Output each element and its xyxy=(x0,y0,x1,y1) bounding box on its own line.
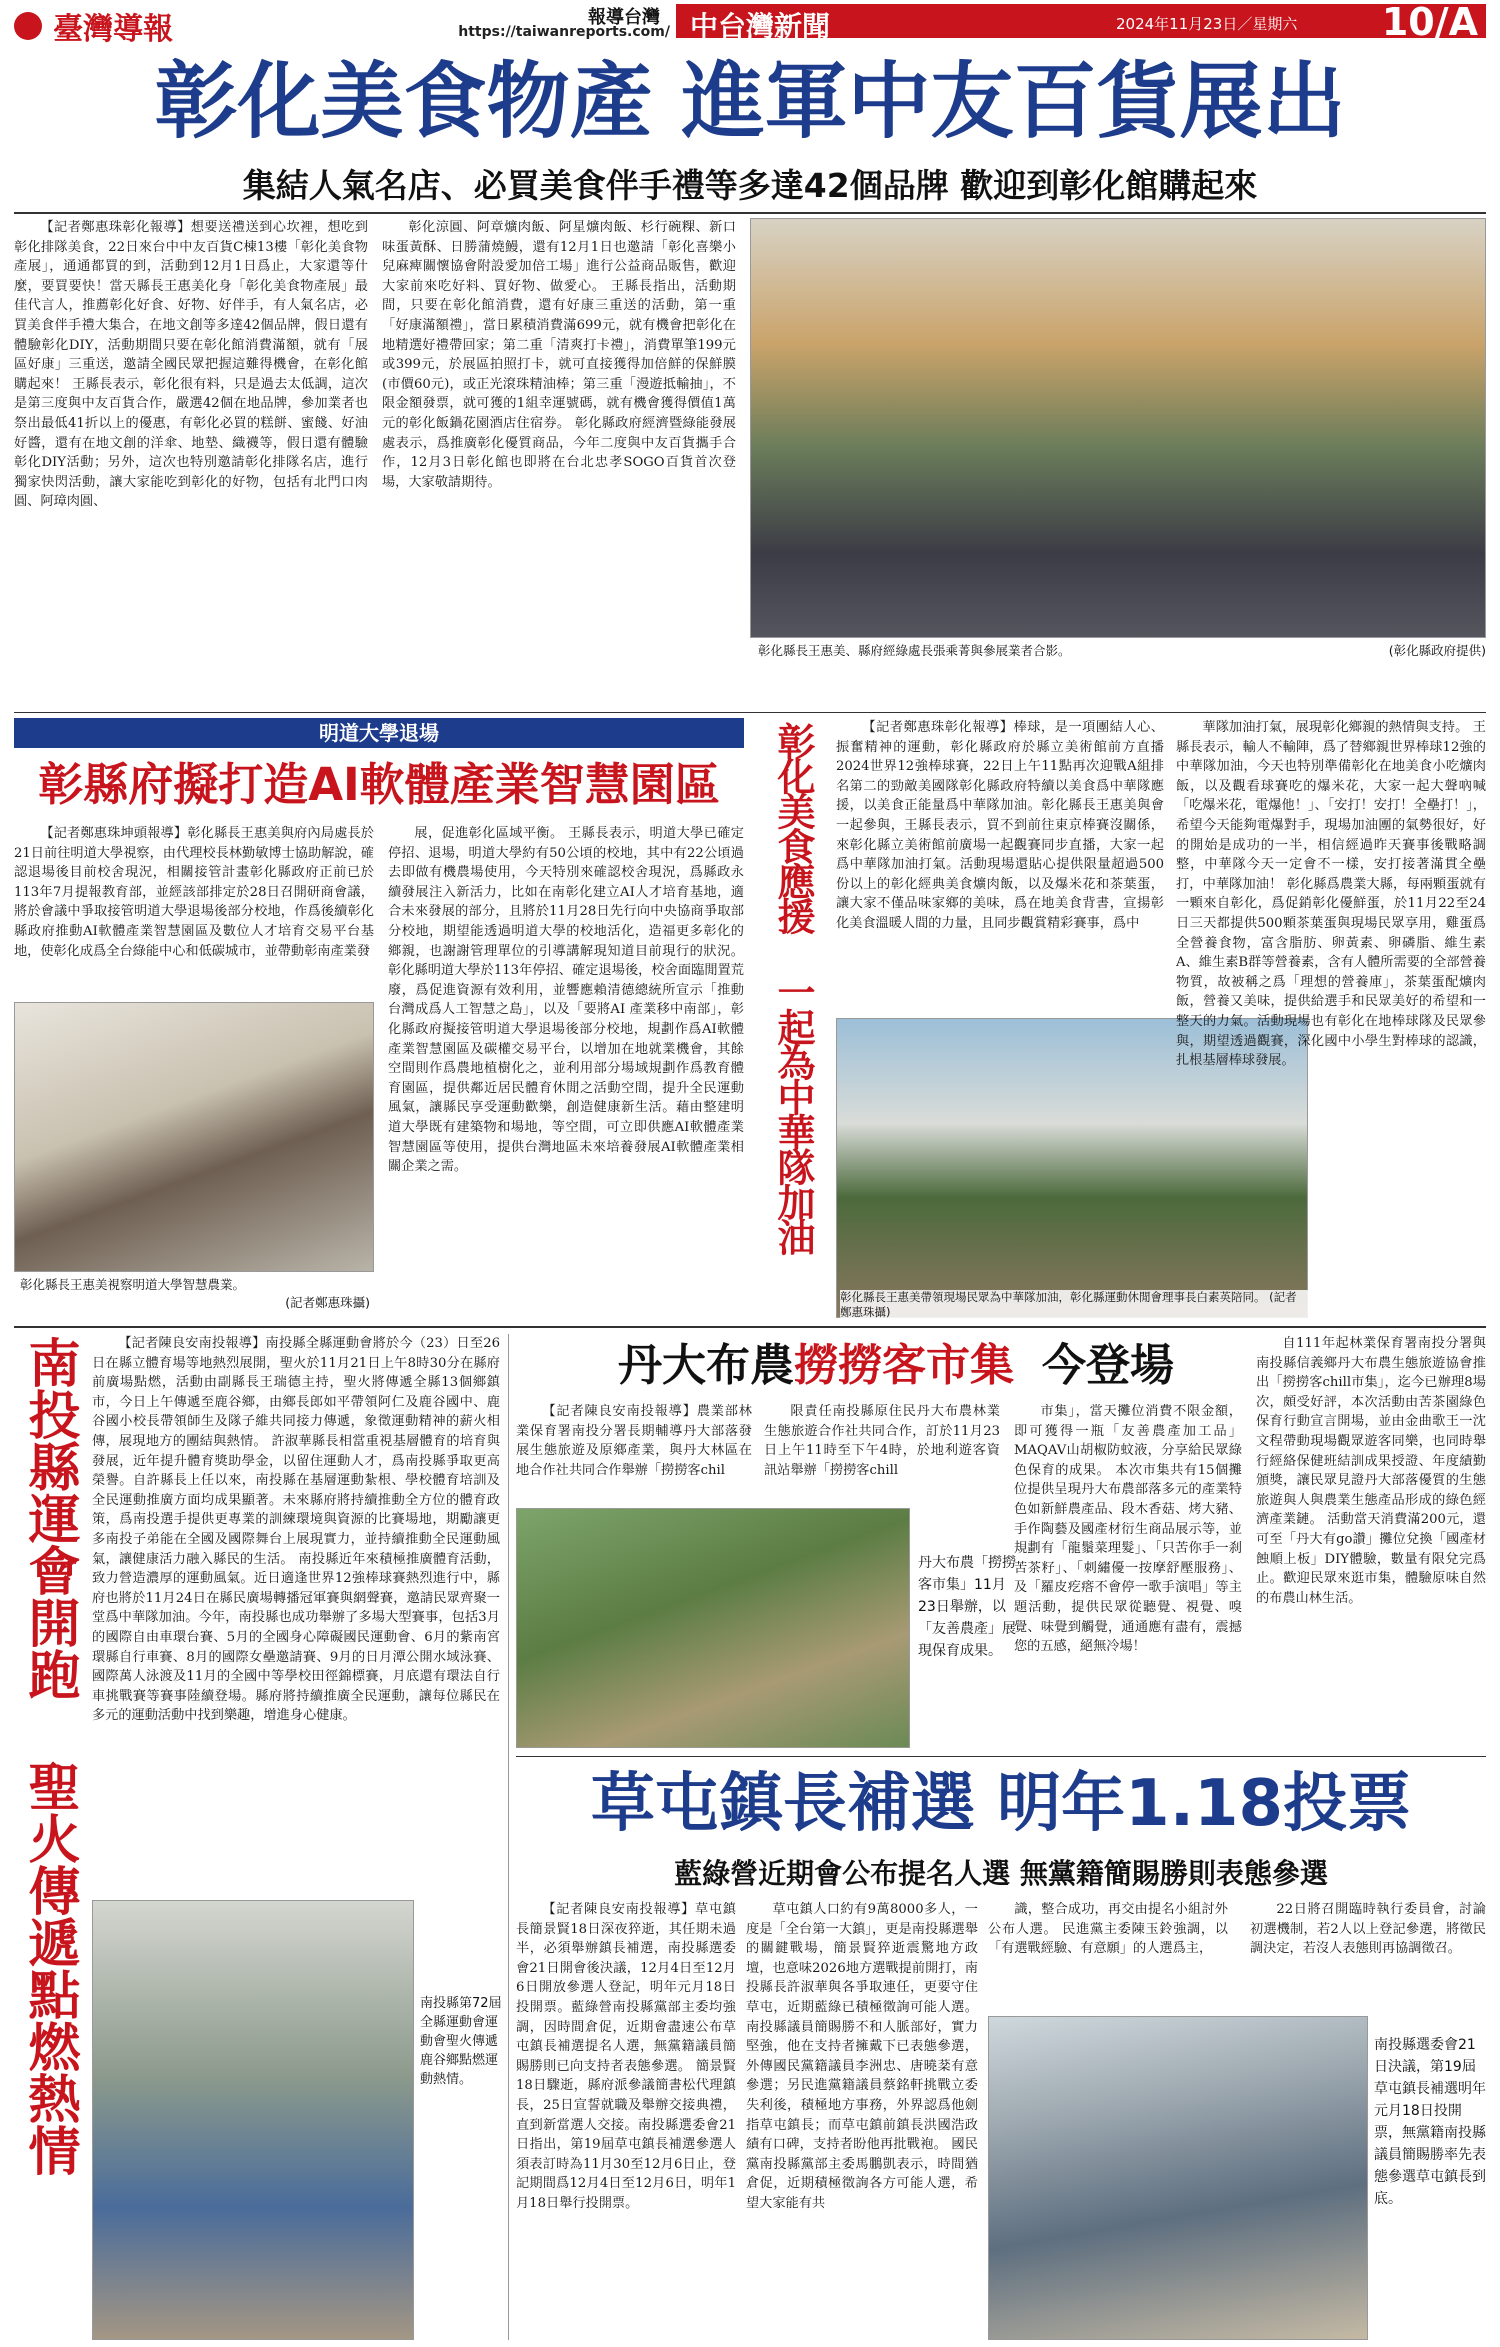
section-banner xyxy=(676,0,1486,44)
a1-col1 xyxy=(14,218,368,708)
a6-caption: 南投縣選委會21日決議，第19屆草屯鎮長補選明年元月18日投開票，無黨籍南投縣議員簡賜勝率先表態參選草屯鎮長到底。 xyxy=(1374,2037,1486,2207)
a4-vertical-headline: 南投縣運會開跑 聖火傳遞點燃熱情 xyxy=(19,1336,79,2176)
a6-text-1: 【記者陳良安南投報導】草屯鎮長簡景賢18日深夜猝逝，其任期未過半，必須舉辦鎮長補選，南投縣選委會21日開會後決議，12月4日至12月6日開放參選人登記，明年元月18日投開票。藍綠營南投縣黨部主委均強調，因時間倉促，近期會盡速公布草屯鎮長補選提名人選，無黨籍議員簡賜勝則已向支持者表態參選。 簡景賢18日驟逝，縣府派參議簡書松代理鎮長，25日宣誓就職及舉辦交接典禮，直到新當選人交接。南投縣選委會21日指出，第19屆草屯鎮長補選參選人須表訂時為11月30至12月6日止，登記期間爲12月4日至12月6日，明年1月18日舉行投開票。 xyxy=(516,1902,736,2211)
a5-col2 xyxy=(764,1402,1000,1502)
a6-text-2: 草屯鎮人口約有9萬8000多人，一度是「全台第一大鎮」，更是南投縣選舉的關鍵戰場，簡景賢猝逝震驚地方政壇，也意味2026地方選戰提前開打，南投縣長許淑華與各爭取連任，更要守住草屯，近期藍綠已積極徵詢可能人選。 南投縣議員簡賜勝不和人脈部好，實力堅強，他在支持者擁戴下已表態參選，外傳國民黨籍議員李洲忠、唐曉棻有意參選；另民進黨籍議員蔡銘軒挑戰立委失利後，積極地方事務，外界認爲他劍指草屯鎮長；而草屯鎮前鎮長洪國浩政績有口碑，支持者盼他再批戰袍。 國民黨南投縣黨部主委馬鵬凱表示，時間猶倉促，近期積極徵詢各方可能人選，希望大家能有共 xyxy=(746,1902,978,2211)
a5-headline-pre: 丹大布農 xyxy=(618,1340,794,1391)
a5-text-4: 自111年起林業保育署南投分署與南投縣信義鄉丹大布農生態旅遊協會推出「撈撈客chill市集」，迄今已辦理8場次，頗受好評，本次活動由苦茶園綠色保育行動宣言開場，並由金曲歌王一沈文程帶動現場觀眾遊客同樂，也同時舉行經絡保健班結訓成果授證、年度績勤頒獎，讓民眾見證丹大部落優質的生態旅遊與人與農業生態產品形成的綠色經濟產業鏈。 活動當天消費滿200元，還可至「丹大有go讚」攤位兌換「國產材蝕順上板」DIY體驗，數量有限兌完爲止。歡迎民眾來逛市集，體驗原味自然的布農山林生活。 xyxy=(1256,1336,1486,1606)
a5-text-1: 【記者陳良安南投報導】農業部林業保育署南投分署長期輔導丹大部落發展生態旅遊及原鄉產業，與丹大林區在地合作社共同合作舉辦「撈撈客chil xyxy=(516,1404,752,1478)
a1-text-1: 【記者鄭惠珠彰化報導】想要送禮送到心坎裡，想吃到彰化排隊美食，22日來台中中友百貨C棟13樓「彰化美食物產展」，通通都買的到，活動到12月1日爲止，大家還等什麼，要買要快！當天縣長王惠美化身「彰化美食物產展」最佳代言人，推薦彰化好食、好物、好伴手，有人氣名店，必買美食伴手禮大集合，在地文創等多達42個品牌，假日還有體驗彰化DIY，活動期間只要在彰化館消費滿額，就有「展區好康」三重送，邀請全國民眾把握這難得機會，在彰化館購起來！ 王縣長表示，彰化很有料，只是過去太低調，這次是第三度與中友百貨合作，嚴選42個在地品牌，參加業者也祭出最低41折以上的優惠，有彰化必買的糕餅、蜜餞、好油好醬，還有在地文創的洋傘、地墊、織襪等，假日還有體驗彰化DIY活動；另外，這次也特別邀請彰化排隊名店，進行獨家快閃活動，讓大家能吃到彰化的好物，包括有北門口肉圓、阿璋肉圓、 xyxy=(14,220,368,510)
a1-col2 xyxy=(382,218,736,708)
a1-caption xyxy=(758,642,1486,662)
logo-icon xyxy=(14,12,42,40)
a2-col2 xyxy=(388,824,744,1318)
a1-photo xyxy=(750,218,1486,638)
section-title: 中台灣新聞 xyxy=(690,10,831,43)
a3-vertical-headline: 彰化美食應援 一起為中華隊加油 xyxy=(771,722,815,1253)
a6-subhead: 藍綠營近期會公布提名人選 無黨籍簡賜勝則表態參選 xyxy=(674,1857,1328,1890)
a6-photo xyxy=(988,2016,1368,2340)
a2-kicker: 明道大學退場 xyxy=(14,718,744,748)
logo-text: 臺灣導報 xyxy=(53,12,174,47)
a3-caption-credit: (記者鄭惠珠攝) xyxy=(840,1290,1297,1319)
a2-text-1: 【記者鄭惠珠坤頭報導】彰化縣長王惠美與府內局處長於21日前往明道大學視察，由代理校長林勤敏博士協助解說，確認退場後目前校舍現況，相關接管計畫彰化縣政府正前已於113年7月提報教育部，並經該部排定於28日召開研商會議，將於會議中爭取接管明道大學退場後部分校地，作爲後續彰化縣政府推動AI軟體產業智慧園區及數位人才培育交易平台基地，使彰化成爲全台綠能中心和低碳城市，並帶動彰南產業發 xyxy=(14,826,374,959)
a3-col1 xyxy=(836,718,1164,1012)
a4-caption: 南投縣第72屆全縣運動會運動會聖火傳遞鹿谷鄉點燃運動熱情。 xyxy=(420,1996,502,2087)
a5-col3 xyxy=(1014,1402,1242,1748)
a4-photo xyxy=(92,1900,414,2340)
a6-col2 xyxy=(746,1900,978,2340)
a2-caption-credit: (記者鄭惠珠攝) xyxy=(285,1295,370,1310)
a2-caption xyxy=(20,1276,370,1316)
a6-headline: 草屯鎮長補選 明年1.18投票 xyxy=(590,1767,1412,1841)
divider xyxy=(14,1326,1486,1328)
masthead xyxy=(0,0,1500,47)
a3-col2 xyxy=(1176,718,1486,1318)
a5-headline-post: 今登場 xyxy=(1042,1340,1174,1391)
a3-caption-text: 彰化縣長王惠美帶領現場民眾為中華隊加油，彰化縣運動休閒會理事長白素英陪同。 xyxy=(840,1290,1266,1304)
divider xyxy=(516,1756,1486,1757)
a1-text-2: 彰化涼圓、阿章爌肉飯、阿星爌肉飯、杉行碗粿、新口味蛋黃酥、日勝蒲燒鰻，還有12月1日也邀請「彰化喜樂小兒麻痺關懷協會附設愛加倍工場」進行公益商品販售，歡迎大家前來吃好料、買好物、做愛心。 王縣長指出，活動期間，只要在彰化館消費，還有好康三重送的活動，第一重「好康滿額禮」，當日累積消費滿699元，就有機會把彰化在地精選好禮帶回家；第二重「清爽打卡禮」，消費單筆199元或399元，於展區拍照打卡，就可直接獲得加倍鮮的保鮮膜(市價60元)，或正光滾珠精油棒；第三重「漫遊抵輸抽」，不限金額發票，就可獲的1組幸運號碼，就有機會獲得價值1萬元的彰化飯鍋花園酒店住宿券。 彰化縣政府經濟暨綠能發展處表示，爲推廣彰化優質商品，今年二度與中友百貨攜手合作，12月3日彰化館也即將在台北忠孝SOGO百貨首次登場，大家敬請期待。 xyxy=(382,220,736,490)
a1-subhead: 集結人氣名店、必買美食伴手禮等多達42個品牌 歡迎到彰化館購起來 xyxy=(242,166,1258,205)
a6-col4 xyxy=(1250,1900,1486,2010)
a2-text-2: 展，促進彰化區域平衡。 王縣長表示，明道大學已確定停招、退場，明道大學約有50公頃的校地，其中有22公頃過去即做有機農場使用，今天特別來確認校舍現況，爲縣政永續發展注入新活力，比如在南彰化建立AI人才培育基地，適合未來發展的部分，且將於11月28日先行向中央協商爭取部分校地，期望能透過明道大學的校地活化，造福更多彰化的鄉親，也謝謝管理單位的引導講解現知道目前現行的狀況。 彰化縣明道大學於113年停招、確定退場後，校舍面臨閒置荒廢，爲促進資源有效利用，並響應賴清德總統所宣示「推動台灣成爲人工智慧之島」，以及「要將AI 產業移中南部」，彰化縣政府擬接管明道大學退場後部分校地，規劃作爲AI軟體產業智慧園區及碳權交易平台，以增加在地就業機會，其餘空間則作爲農地植樹化之，並利用部分場域規劃作爲教育體育園區，提供鄰近居民體育休閒之活動空間，提升全民運動風氣，讓縣民享受運動歡樂，創造健康新生活。藉由整建明道大學既有建築物和場地，等空間，可立即供應AI軟體產業智慧園區等使用，提供台灣地區未來培養發展AI軟體產業相關企業之需。 xyxy=(388,826,744,1175)
a2-photo xyxy=(14,1002,374,1272)
a5-col1 xyxy=(516,1402,752,1502)
a6-text-3: 識，整合成功，再交由提名小組討外公布人選。 民進黨主委陳玉鈴強調，以「有選戰經驗、有意願」的人選爲主， xyxy=(988,1902,1228,1957)
a2-headline: 彰縣府擬打造AI軟體產業智慧園區 xyxy=(38,758,720,811)
a5-caption: 丹大布農「撈撈客市集」11月23日舉辦，以「友善農產」展現保育成果。 xyxy=(918,1555,1016,1659)
section-label: 報導台灣 xyxy=(588,7,660,28)
a3-text-1: 【記者鄭惠珠彰化報導】棒球，是一項團結人心、振奮精神的運動，彰化縣政府於縣立美術館前方直播2024世界12強棒球賽，22日上午11點再次迎戰A組排名第二的勁敵美國隊彰化縣政府特續以美食爲中華隊應援，以美食正能量爲中華隊加油。彰化縣長王惠美與會一起參與，王縣長表示，買不到前往東京棒賽沒關係，來彰化縣立美術館前廣場一起觀賽同步直播，大家一起爲中華隊加油打氣。活動現場還貼心提供限量超過500份以上的彰化經典美食爌肉飯，以及爆米花和茶葉蛋，讓大家不僅品味家鄉的美味，爲在地美食背書，宣揚彰化美食溫暖人間的力量，且同步觀賞精彩賽事，爲中 xyxy=(836,720,1164,931)
divider xyxy=(14,212,1486,214)
a6-text-4: 22日將召開臨時執行委員會，討論初選機制，若2人以上登記參選，將徵民調決定，若沒人表態則再協調徵召。 xyxy=(1250,1902,1486,1957)
a5-text-3: 市集」，當天攤位消費不限金額，即可獲得一瓶「友善農產加工品」MAQAV山胡椒防蚊液，分享給民眾綠色保育的成果。 本次市集共有15個攤位提供呈現丹大布農部落多元的產業特色如新鮮農產品、段木香菇、烤大豬、手作陶藝及國產材衍生商品展示等，並規劃有「龍鬚菜理髮」、「只苦你手一刹苦茶籽」、「刺繡優一按摩舒壓服務」、及「羅皮疙瘩不會停一歌手演唱」等主題活動，提供民眾從聽覺、視覺、嗅覺、味覺到觸覺，通通應有盡有，震撼您的五感，絕無冷場！ xyxy=(1014,1404,1242,1655)
a2-caption-text: 彰化縣長王惠美視察明道大學智慧農業。 xyxy=(20,1277,246,1292)
a6-col1 xyxy=(516,1900,736,2340)
divider xyxy=(14,712,1486,713)
a5-headline-mid: 撈撈客市集 xyxy=(794,1340,1014,1391)
a6-col3 xyxy=(988,1900,1228,2010)
a5-text-2: 限責任南投縣原住民丹大布農林業生態旅遊合作社共同合作，訂於11月23日上午11時至下午4時，於地利遊客資訊站舉辦「撈撈客chill xyxy=(764,1404,1000,1478)
a5-col4 xyxy=(1256,1334,1486,1754)
logo xyxy=(14,4,244,47)
site-url[interactable]: https://taiwanreports.com/ xyxy=(458,24,670,40)
column-divider xyxy=(508,1334,509,2340)
a2-col1 xyxy=(14,824,374,994)
page-number: 10/A xyxy=(1381,0,1478,44)
a5-photo xyxy=(516,1508,910,1748)
a1-caption-credit: (彰化縣政府提供) xyxy=(1388,643,1486,658)
a4-col xyxy=(92,1334,500,1892)
a1-headline: 彰化美食物產 進軍中友百貨展出 xyxy=(154,53,1346,150)
a4-text: 【記者陳良安南投報導】南投縣全縣運動會將於今（23）日至26日在縣立體育場等地熱烈展開，聖火於11月21日上午8時30分在縣府前廣場點燃，活動由副縣長王瑞德主持，聖火將傳遞全縣13個鄉鎮市，今日上午傳遞至鹿谷鄉，由鄉長郎如平帶領阿仁及鹿谷國中、鹿谷國小校長帶領師生及隊子維共同接力傳遞，象徵運動精神的薪火相傳，展現地方的團結與熱情。 許淑華縣長相當重視基層體育的培育與發展，近年提升體育獎助學金，以留住運動人才，爲南投縣爭取更高榮譽。自許縣長上任以來，南投縣在基層運動紮根、學校體育培訓及全民運動推廣方面均成果顯著。未來縣府將持續推動全方位的體育政策，爲南投選手提供更專業的訓練環境與資源的比賽場地，期勵讓更多南投子弟能在全國及國際舞台上展現實力，並持續推動全民運動風氣，讓健康活力融入縣民的生活。 南投縣近年來積極推廣體育活動，致力營造濃厚的運動風氣。近日適逢世界12強棒球賽熱烈進行中，縣府也將於11月24日在縣民廣場轉播冠軍賽與網聲賽，邀請民眾齊聚一堂爲中華隊加油。今年，南投縣也成功舉辦了多場大型賽事，包括3月的國際自由車環台賽、5月的全國身心障礙國民運動會、6月的紫南宮環縣自行車賽、8月的國際女壘邀請賽、9月的日月潭公開水域泳賽、國際萬人泳渡及11月的全國中等學校田徑錦標賽，月底還有環法自行車挑戰賽等賽事陸續登場。縣府將持續推廣全民運動，讓每位縣民在多元的運動活動中找到樂趣，增進身心健康。 xyxy=(92,1336,500,1724)
a5-headline xyxy=(516,1334,1276,1398)
a3-text-2: 華隊加油打氣，展現彰化鄉親的熱情與支持。 王縣長表示，輸人不輸陣，爲了替鄉親世界棒球12強的中華隊加油，今天也特別準備彰化在地美食小吃爌肉飯，以及觀看球賽吃的爆米花，大家一起大聲吶喊「吃爆米花，電爆他！」、「安打！安打！全壘打！」，希望今天能夠電爆對手，現場加油團的氣勢很好，好的開始是成功的一半，相信經過昨天賽事後戰略調整，中華隊今天一定會不一樣，安打接著滿貫全壘打，中華隊加油！ 彰化縣爲農業大縣，每兩顆蛋就有一顆來自彰化，爲促銷彰化優鮮蛋，於11月22至24日三天都提供500顆茶葉蛋與現場民眾享用，雞蛋爲全營養食物，富含脂肪、卵黃素、卵磷脂、維生素A、維生素B群等營養素，含有人體所需要的全部營養物質，故被稱之爲「理想的營養庫」，茶葉蛋配爌肉飯，營養又美味，提供給選手和民眾美好的希望和一整天的力氣。活動現場也有彰化在地棒球隊及民眾參與，期望透過觀賽，深化國中小學生對棒球的認識，扎根基層棒球發展。 xyxy=(1176,720,1486,1069)
issue-date: 2024年11月23日／星期六 xyxy=(1116,15,1298,33)
a1-caption-text: 彰化縣長王惠美、縣府經綠處長張乘菁與參展業者合影。 xyxy=(758,643,1071,658)
